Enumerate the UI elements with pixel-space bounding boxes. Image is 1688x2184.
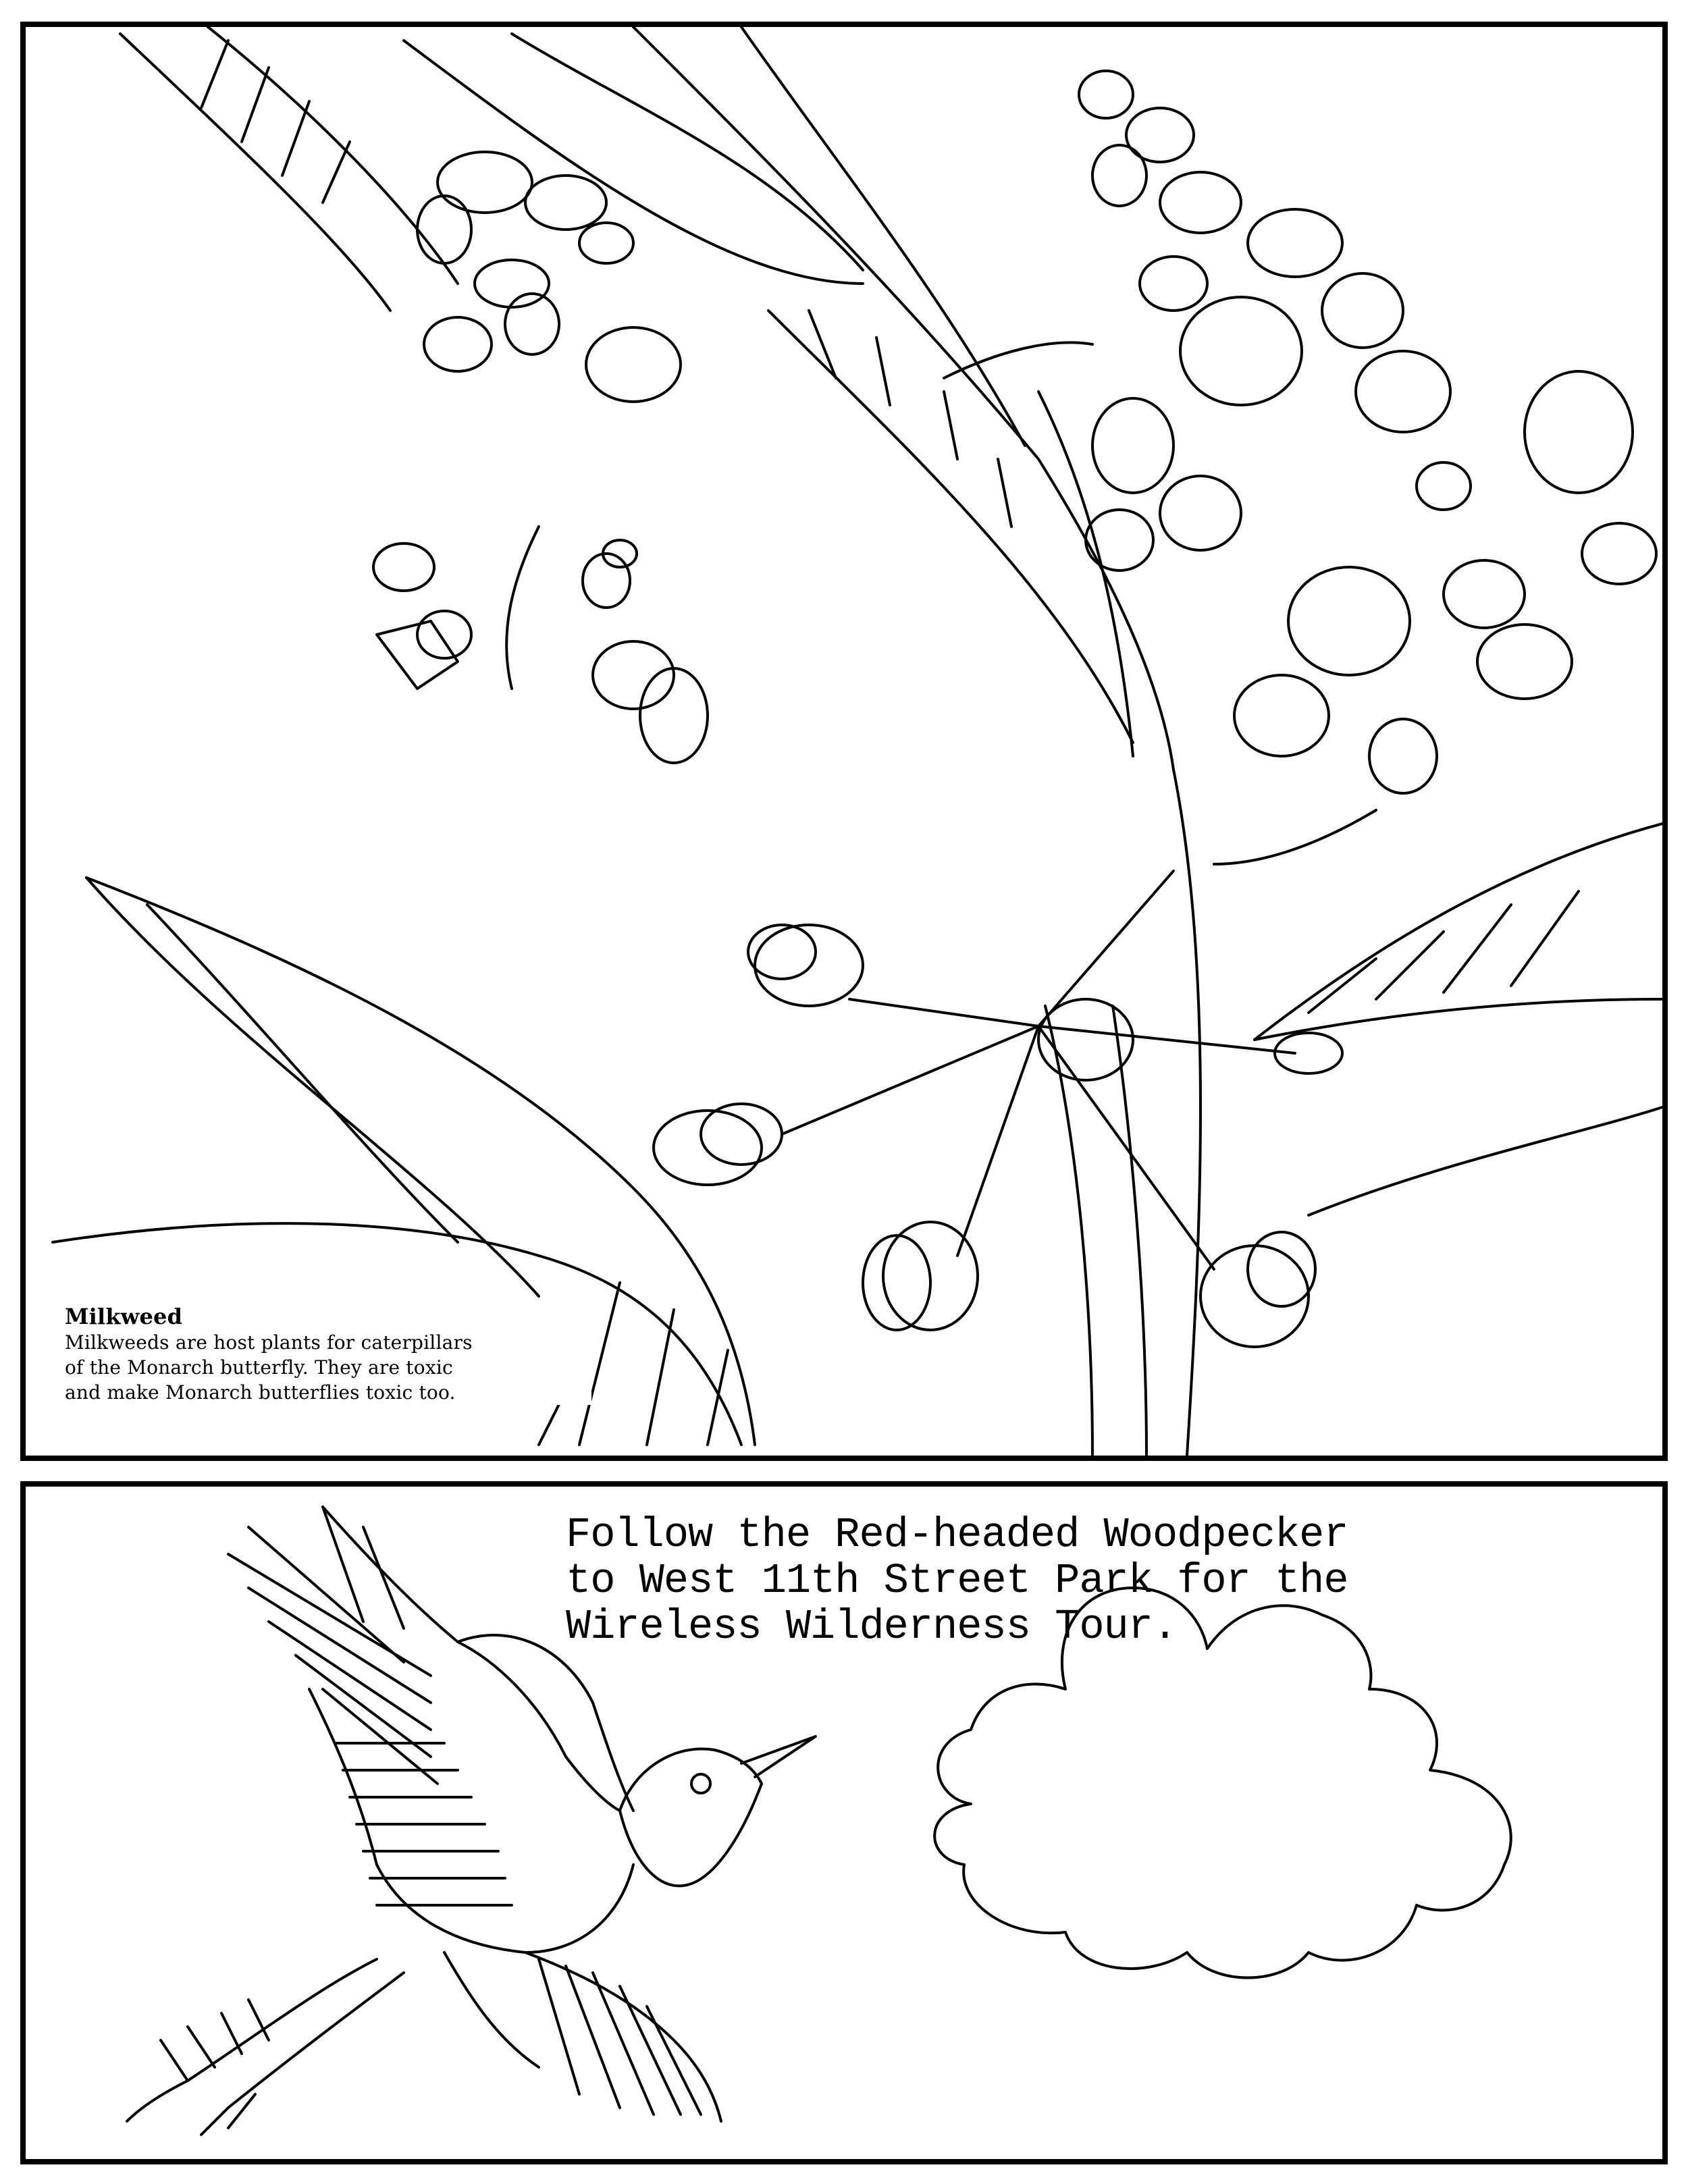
headline-line-3: Wireless Wilderness Tour.: [566, 1603, 1178, 1651]
headline-line-1: Follow the Red-headed Woodpecker: [566, 1511, 1348, 1559]
milkweed-illustration: [26, 27, 1662, 1456]
milkweed-panel: [20, 22, 1668, 1461]
tour-headline: [566, 1512, 1511, 1650]
caption-title: Milkweed: [65, 1304, 183, 1329]
woodpecker-panel: [20, 1481, 1668, 2164]
caption-line-2: of the Monarch butterfly. They are toxic: [65, 1356, 453, 1379]
caption-line-3: and make Monarch butterflies toxic too.: [65, 1381, 456, 1404]
caption-line-1: Milkweeds are host plants for caterpillars: [65, 1331, 473, 1354]
milkweed-caption: [65, 1303, 591, 1405]
headline-line-2: to West 11th Street Park for the: [566, 1557, 1348, 1605]
